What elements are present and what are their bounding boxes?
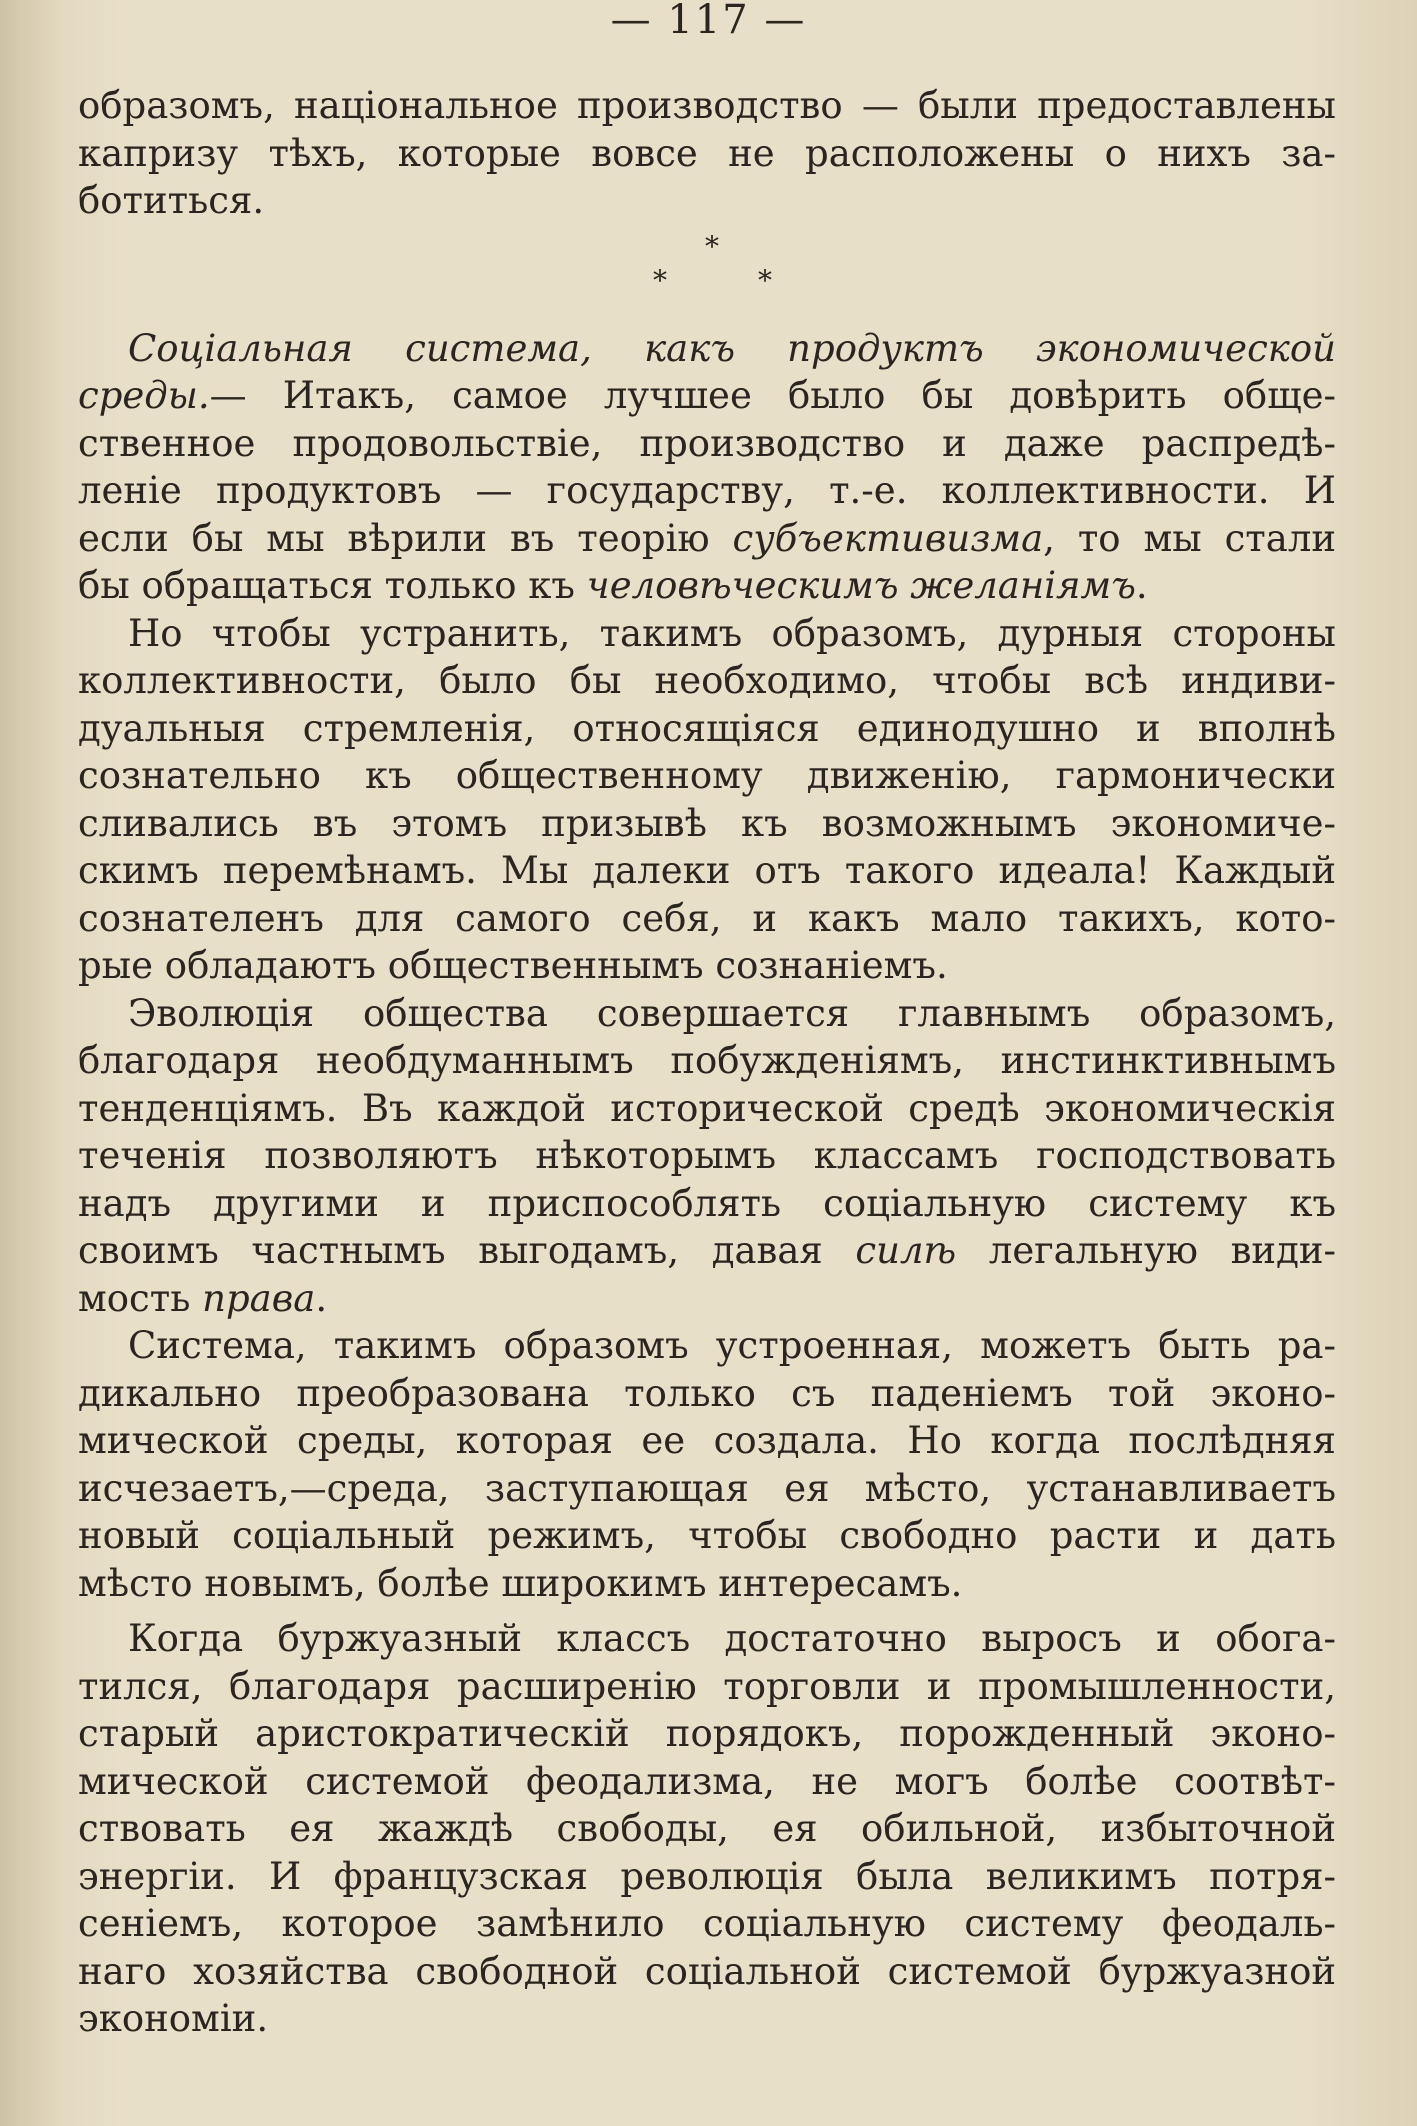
text-line: наго хозяйства свободной соціальной системой буржуазной bbox=[78, 1949, 1336, 1993]
text-line: Когда буржуазный классъ достаточно выросъ и обога- bbox=[128, 1617, 1336, 1660]
page-number: — 117 — bbox=[610, 0, 807, 43]
italic-term: человѣческимъ желаніямъ bbox=[586, 564, 1136, 607]
text-run: легальную види- bbox=[988, 1229, 1337, 1272]
asterisk-icon: * bbox=[705, 229, 719, 263]
text-line: тенденціямъ. Въ каждой исторической средѣ экономическія bbox=[78, 1086, 1336, 1130]
text-line: капризу тѣхъ, которые вовсе не расположены о нихъ за- bbox=[78, 131, 1336, 175]
text-line: дикально преобразована только съ паденіемъ той эконо- bbox=[78, 1371, 1336, 1415]
text-line: тился, благодаря расширенію торговли и промышленности, bbox=[78, 1664, 1336, 1708]
italic-term: права bbox=[202, 1276, 316, 1320]
text-line: мической системой феодализма, не могъ болѣе соотвѣт- bbox=[78, 1759, 1336, 1803]
text-run: — Итакъ, самое лучшее было бы довѣрить обще- bbox=[209, 374, 1336, 417]
text-line bbox=[78, 1275, 1336, 1323]
text-line bbox=[78, 372, 1336, 420]
text-line bbox=[78, 562, 1336, 610]
text-line: ствовать ея жаждѣ свободы, ея обильной, избыточной bbox=[78, 1807, 1336, 1850]
text-line: мической среды, которая ее создала. Но когда послѣдняя bbox=[78, 1419, 1336, 1462]
text-line: коллективности, было бы необходимо, чтобы всѣ индиви- bbox=[78, 659, 1336, 702]
asterisk-icon: * bbox=[653, 263, 667, 297]
text-line: исчезаетъ,—среда, заступающая ея мѣсто, устанавливаетъ bbox=[78, 1466, 1336, 1510]
text-line: Эволюція общества совершается главнымъ образомъ, bbox=[128, 991, 1336, 1035]
body-text bbox=[78, 82, 1336, 2043]
text-line: теченія позволяютъ нѣкоторымъ классамъ господствовать bbox=[78, 1134, 1336, 1177]
text-run: . bbox=[315, 1276, 328, 1320]
section-heading: Соціальная система, какъ продуктъ экономической bbox=[128, 326, 1336, 370]
italic-term: силѣ bbox=[855, 1229, 957, 1272]
text-run: бы обращаться только къ bbox=[78, 564, 575, 607]
text-line: леніе продуктовъ — государству, т.-е. коллективности. И bbox=[78, 469, 1336, 512]
text-line: скимъ перемѣнамъ. Мы далеки отъ такого идеала! Каждый bbox=[78, 849, 1336, 892]
paragraph-2 bbox=[78, 325, 1336, 610]
text-line: Но чтобы устранить, такимъ образомъ, дурныя стороны bbox=[128, 611, 1336, 655]
text-line: сливались въ этомъ призывѣ къ возможнымъ экономиче- bbox=[78, 801, 1336, 845]
text-line bbox=[78, 515, 1336, 563]
paragraph-4 bbox=[78, 990, 1336, 1323]
asterisk-icon: * bbox=[758, 263, 772, 297]
text-line: энергіи. И французская революція была великимъ потря- bbox=[78, 1854, 1336, 1898]
text-line bbox=[78, 325, 1336, 373]
paragraph-5 bbox=[78, 1322, 1336, 1607]
text-line: старый аристократическій порядокъ, порожденный эконо- bbox=[78, 1712, 1336, 1755]
text-run: если бы мы вѣрили въ теорію bbox=[78, 516, 710, 560]
text-line: сознателенъ для самого себя, и какъ мало такихъ, кото- bbox=[78, 896, 1336, 940]
text-run: . bbox=[1135, 564, 1148, 607]
text-line: рые обладаютъ общественнымъ сознаніемъ. bbox=[78, 944, 948, 987]
paragraph-3 bbox=[78, 610, 1336, 990]
text-line: новый соціальный режимъ, чтобы свободно расти и дать bbox=[78, 1514, 1336, 1557]
text-line: образомъ, національное производство — были предоставлены bbox=[78, 84, 1336, 127]
text-run: своимъ частнымъ выгодамъ, давая bbox=[78, 1229, 823, 1272]
section-heading-end: среды. bbox=[78, 374, 210, 417]
text-line: ственное продовольствіе, производство и даже распредѣ- bbox=[78, 421, 1336, 465]
text-line: надъ другими и приспособлять соціальную систему къ bbox=[78, 1181, 1336, 1225]
text-line: мѣсто новымъ, болѣе широкимъ интересамъ. bbox=[78, 1561, 963, 1605]
text-line: экономіи. bbox=[78, 1997, 269, 2040]
text-run: , то мы стали bbox=[1043, 516, 1336, 560]
text-line: Система, такимъ образомъ устроенная, можетъ быть ра- bbox=[128, 1324, 1336, 1367]
text-line: ботиться. bbox=[78, 179, 265, 222]
paragraph-1 bbox=[78, 82, 1336, 225]
asterism-divider bbox=[78, 225, 1336, 305]
text-line bbox=[78, 1227, 1336, 1275]
text-run: мость bbox=[78, 1276, 191, 1320]
text-line: благодаря необдуманнымъ побужденіямъ, инстинктивнымъ bbox=[78, 1039, 1336, 1082]
text-line: сеніемъ, которое замѣнило соціальную систему феодаль- bbox=[78, 1902, 1336, 1945]
paragraph-6 bbox=[78, 1615, 1336, 2043]
text-line: сознательно къ общественному движенію, гармонически bbox=[78, 754, 1336, 797]
italic-term: субъективизма bbox=[732, 516, 1044, 560]
text-line: дуальныя стремленія, относящіяся единодушно и вполнѣ bbox=[78, 706, 1336, 750]
